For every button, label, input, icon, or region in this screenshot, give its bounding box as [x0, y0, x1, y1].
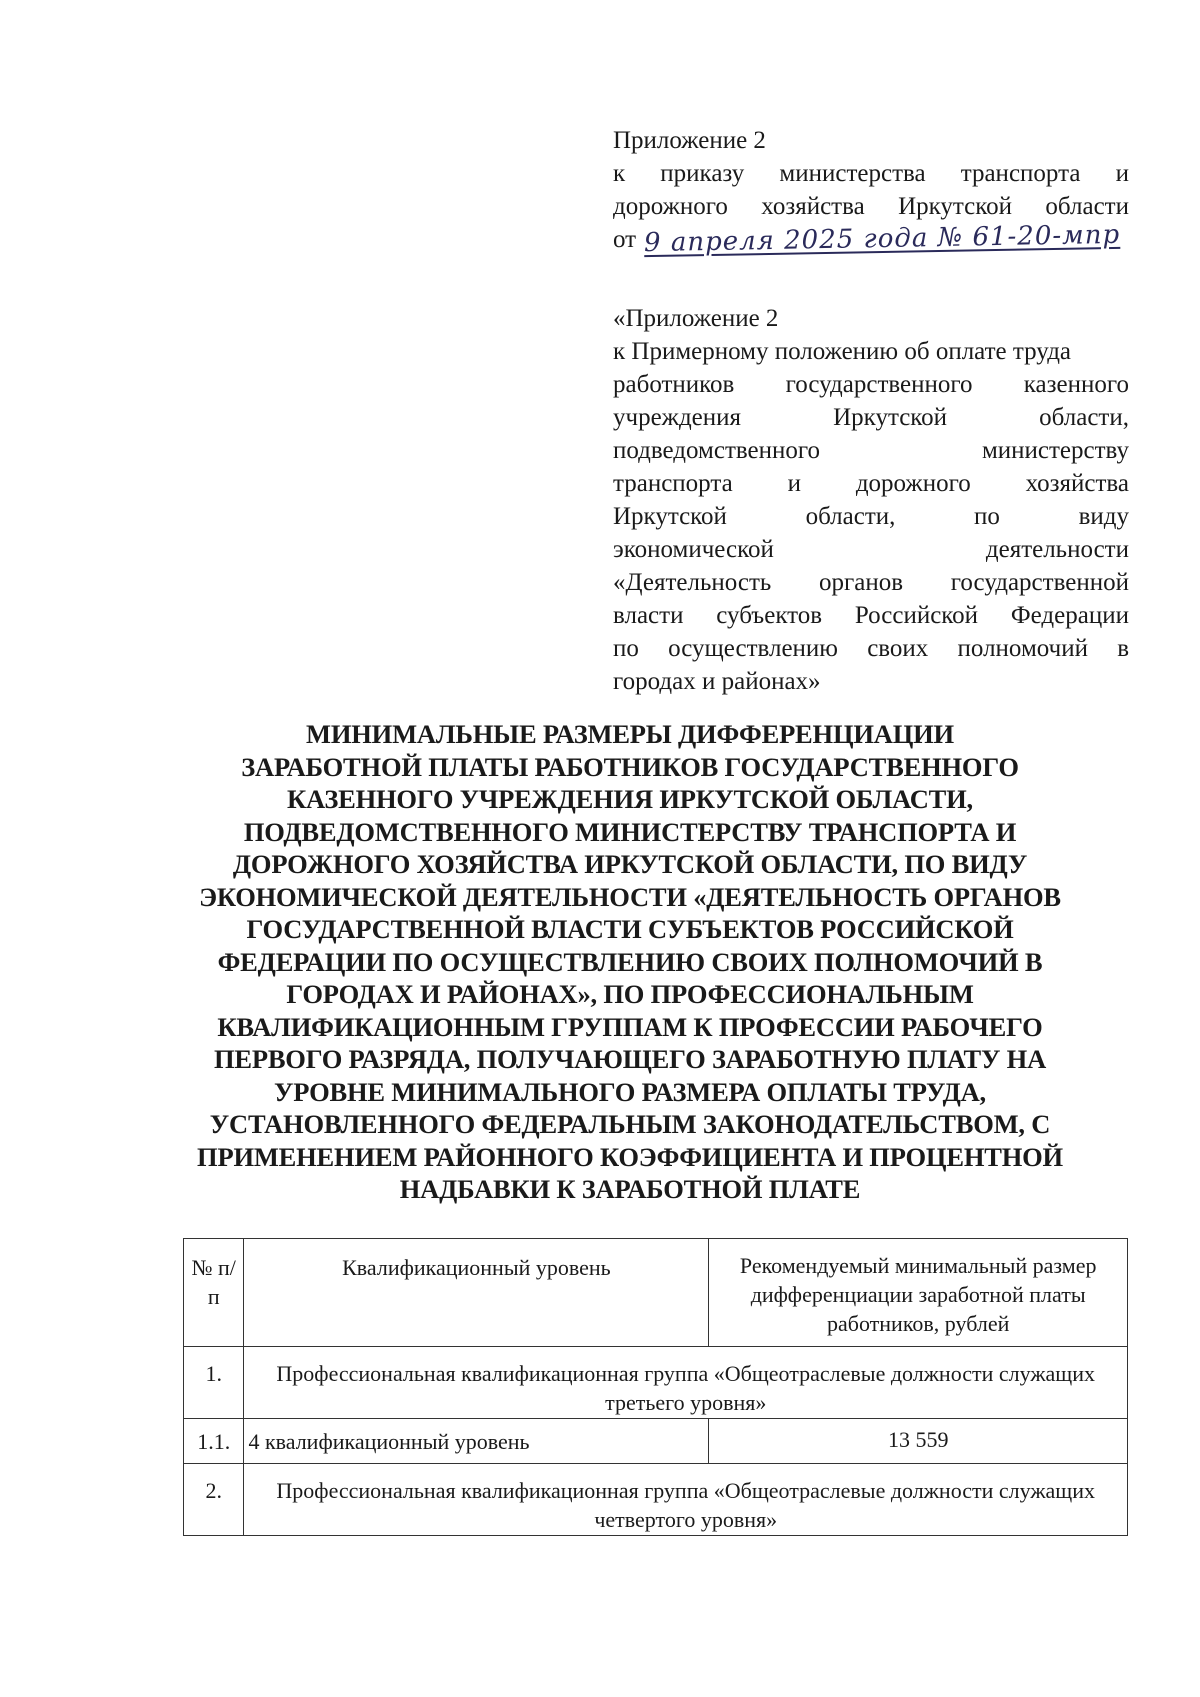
annex-word: казенного [1023, 371, 1129, 398]
table-row-group [184, 1464, 1128, 1536]
annex-word: в [1117, 635, 1129, 662]
annex-line [613, 368, 1129, 401]
title-line: ГОСУДАРСТВЕННОЙ ВЛАСТИ СУБЪЕКТОВ РОССИЙСКОЙ [246, 914, 1014, 944]
annex-word: Иркутской [833, 404, 948, 431]
annex-word: «Деятельность [613, 569, 772, 596]
annex-word: государственной [950, 569, 1129, 596]
annex-line [613, 434, 1129, 467]
annex-word: области, [805, 503, 896, 530]
annex-word: транспорта [613, 470, 733, 497]
annex-word: своих [867, 635, 929, 662]
approval-word: хозяйства [761, 193, 865, 220]
title-line: ЗАРАБОТНОЙ ПЛАТЫ РАБОТНИКОВ ГОСУДАРСТВЕННОГО [241, 751, 1019, 782]
table-row-group [184, 1347, 1128, 1419]
annex-word: субъектов [716, 602, 823, 629]
title-line: УРОВНЕ МИНИМАЛЬНОГО РАЗМЕРА ОПЛАТЫ ТРУДА, [274, 1076, 986, 1107]
annex-line [613, 467, 1129, 500]
annex-word: по [613, 635, 639, 662]
title-line: ПОДВЕДОМСТВЕННОГО МИНИСТЕРСТВУ ТРАНСПОРТА И [243, 816, 1017, 847]
annex-word: государственного [785, 371, 973, 398]
row-amount: 13 559 [709, 1419, 1128, 1464]
annex-word: Российской [854, 602, 979, 629]
annex-word: области, [1039, 404, 1129, 431]
annex-word: министерству [981, 437, 1129, 464]
document-title [150, 718, 1110, 1206]
table-header-row [184, 1239, 1128, 1347]
annex-line [613, 401, 1129, 434]
annex-line [613, 566, 1129, 599]
title-line: ГОРОДАХ И РАЙОНАХ», ПО ПРОФЕССИОНАЛЬНЫМ [286, 979, 974, 1009]
annex-word: виду [1078, 503, 1129, 530]
title-line: ЭКОНОМИЧЕСКОЙ ДЕЯТЕЛЬНОСТИ «ДЕЯТЕЛЬНОСТЬ ОРГАНОВ [199, 881, 1061, 912]
approval-line-2 [613, 157, 1129, 190]
annex-word: хозяйства [1025, 470, 1129, 497]
header-amount: Рекомендуемый минимальный размер дифференциации заработной платы работников, рублей [709, 1239, 1128, 1347]
annex-line [613, 533, 1129, 566]
title-line: ФЕДЕРАЦИИ ПО ОСУЩЕСТВЛЕНИЮ СВОИХ ПОЛНОМОЧИЙ В [217, 946, 1043, 977]
approval-word: Иркутской [898, 193, 1013, 220]
title-line: МИНИМАЛЬНЫЕ РАЗМЕРЫ ДИФФЕРЕНЦИАЦИИ [306, 719, 954, 749]
annex-word: полномочий [957, 635, 1088, 662]
annex-word: к Примерному положению об оплате труда [613, 338, 1072, 365]
title-line: ПРИМЕНЕНИЕМ РАЙОННОГО КОЭФФИЦИЕНТА И ПРОЦЕНТНОЙ [197, 1141, 1063, 1172]
annex-word: Федерации [1010, 602, 1129, 629]
row-num: 1.1. [184, 1419, 244, 1464]
table-row [184, 1419, 1128, 1464]
handwritten-date-number: 9 апреля 2025 года № 61-20-мпр [643, 219, 1121, 259]
annex-word: органов [819, 569, 904, 596]
title-line: КВАЛИФИКАЦИОННЫМ ГРУППАМ К ПРОФЕССИИ РАБОЧЕГО [217, 1011, 1043, 1042]
approval-word: дорожного [613, 193, 728, 220]
annex-word: и [787, 470, 801, 497]
row-num: 1. [184, 1347, 244, 1419]
annex-line [613, 335, 1129, 368]
row-num: 2. [184, 1464, 244, 1536]
approval-word: области [1045, 193, 1129, 220]
annex-word: по [974, 503, 1000, 530]
annex-line [613, 665, 1129, 698]
annex-word: экономической [613, 536, 774, 563]
approval-line-3 [613, 190, 1129, 223]
header-level: Квалификационный уровень [244, 1239, 709, 1347]
annex-line [613, 632, 1129, 665]
salary-differentiation-table [183, 1238, 1128, 1536]
annex-word: подведомственного [613, 437, 821, 464]
annex-reference-block [613, 302, 1129, 698]
approval-word: к [613, 160, 626, 187]
annex-word: деятельности [985, 536, 1129, 563]
annex-word: Иркутской [613, 503, 727, 530]
title-line: УСТАНОВЛЕННОГО ФЕДЕРАЛЬНЫМ ЗАКОНОДАТЕЛЬСТВОМ, С [209, 1109, 1051, 1139]
approval-word: и [1115, 160, 1129, 187]
annex-word: работников [613, 371, 735, 398]
title-line: НАДБАВКИ К ЗАРАБОТНОЙ ПЛАТЕ [399, 1174, 861, 1204]
title-line: ДОРОЖНОГО ХОЗЯЙСТВА ИРКУТСКОЙ ОБЛАСТИ, ПО ВИДУ [232, 849, 1028, 879]
group-title: Профессиональная квалификационная группа «Общеотраслевые должности служащих четвертого уровня» [244, 1464, 1128, 1536]
annex-line [613, 500, 1129, 533]
approval-annex-label: Приложение 2 [613, 127, 766, 154]
approval-word: приказу [660, 160, 745, 187]
approval-reference-block [613, 124, 1129, 259]
annex-line [613, 599, 1129, 632]
annex-word: городах и районах» [613, 668, 821, 695]
annex-word: дорожного [855, 470, 971, 497]
title-line: ПЕРВОГО РАЗРЯДА, ПОЛУЧАЮЩЕГО ЗАРАБОТНУЮ ПЛАТУ НА [213, 1044, 1047, 1074]
annex-label: «Приложение 2 [613, 305, 779, 332]
approval-date-line [613, 219, 1129, 259]
header-num: № п/п [184, 1239, 244, 1347]
approval-word: транспорта [960, 160, 1081, 187]
annex-word: учреждения [613, 404, 742, 431]
approval-word: министерства [779, 160, 926, 187]
group-title: Профессиональная квалификационная группа «Общеотраслевые должности служащих третьего уровня» [244, 1347, 1128, 1419]
row-level: 4 квалификационный уровень [244, 1419, 709, 1464]
annex-word: осуществлению [668, 635, 838, 662]
title-line: КАЗЕННОГО УЧРЕЖДЕНИЯ ИРКУТСКОЙ ОБЛАСТИ, [287, 784, 973, 814]
annex-word: власти [613, 602, 684, 629]
approval-from-label: от [613, 226, 637, 253]
